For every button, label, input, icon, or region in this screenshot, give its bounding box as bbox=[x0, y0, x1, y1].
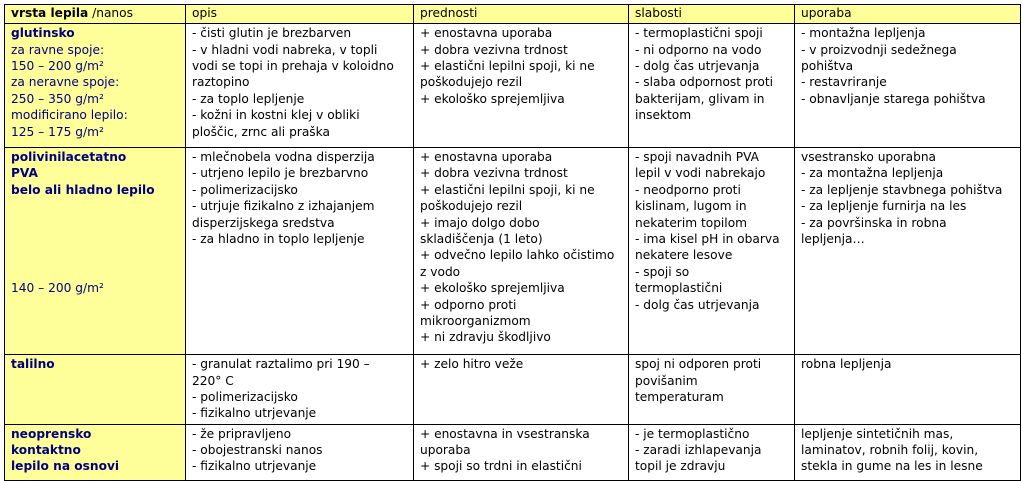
advantage-line: + odvečno lepilo lahko očistimo bbox=[420, 248, 615, 263]
usage-line: stekla in gume na les in lesne bbox=[801, 459, 983, 474]
description-cell bbox=[186, 24, 414, 148]
advantage-line: z vodo bbox=[420, 264, 461, 279]
description-line: - obojestranski nanos bbox=[192, 443, 323, 458]
disadvantage-line: lepil v vodi nabrekajo bbox=[635, 166, 766, 181]
type-name: kontaktno bbox=[11, 443, 81, 458]
type-name: belo ali hladno lepilo bbox=[11, 182, 155, 197]
adhesive-comparison-table bbox=[4, 4, 1021, 481]
type-name: polivinilacetatno bbox=[11, 149, 127, 164]
description-line: - polimerizacijsko bbox=[192, 182, 298, 197]
advantage-line: + spoji so trdni in elastični bbox=[420, 459, 582, 474]
type-cell-pva bbox=[5, 147, 186, 354]
type-name: lepilo na osnovi bbox=[11, 459, 120, 474]
description-line: - fizikalno utrjevanje bbox=[192, 459, 317, 474]
description-line: - kožni in kostni klej v obliki bbox=[192, 108, 360, 123]
header-adhesive-type bbox=[5, 5, 186, 24]
table-row-neoprensko bbox=[5, 424, 1021, 480]
disadvantage-line: - spoji navadnih PVA bbox=[635, 149, 760, 164]
disadvantage-line: termoplastični bbox=[635, 281, 723, 296]
advantage-line: + enostavna in vsestranska bbox=[420, 426, 590, 441]
description-line: 220° C bbox=[192, 373, 234, 388]
usage-cell bbox=[795, 355, 1021, 424]
disadvantage-line: kislinam, lugom in bbox=[635, 199, 747, 214]
advantage-line: + elastični lepilni spoji, ki ne bbox=[420, 58, 595, 73]
advantages-cell bbox=[414, 355, 629, 424]
disadvantage-line: nekatere lesove bbox=[635, 248, 733, 263]
usage-line: - v proizvodnji sedežnega bbox=[801, 42, 957, 57]
type-detail: 250 – 350 g/m² bbox=[11, 91, 104, 106]
header-description: opis bbox=[186, 5, 414, 24]
usage-line: - restavriranje bbox=[801, 75, 887, 90]
disadvantages-cell bbox=[629, 24, 795, 148]
disadvantage-line: - spoji so bbox=[635, 264, 690, 279]
type-amount: 140 – 200 g/m² bbox=[11, 281, 104, 296]
advantage-line: uporaba bbox=[420, 443, 471, 458]
table-row-talilno bbox=[5, 355, 1021, 424]
disadvantage-line: nekaterim topilom bbox=[635, 215, 748, 230]
usage-line: lepljenje sintetičnih mas, bbox=[801, 426, 954, 441]
usage-line: - za montažna lepljenja bbox=[801, 166, 944, 181]
type-cell-neoprensko bbox=[5, 424, 186, 480]
advantage-line: poškodujejo rezil bbox=[420, 199, 523, 214]
advantage-line: + elastični lepilni spoji, ki ne bbox=[420, 182, 595, 197]
usage-line: - obnavljanje starega pohištva bbox=[801, 91, 986, 106]
advantage-line: poškodujejo rezil bbox=[420, 75, 523, 90]
advantages-cell bbox=[414, 424, 629, 480]
table-header-row bbox=[5, 5, 1021, 24]
advantage-line: + dobra vezivna trdnost bbox=[420, 166, 568, 181]
advantage-line: + ekološko sprejemljiva bbox=[420, 281, 565, 296]
type-cell-glutinsko bbox=[5, 24, 186, 148]
disadvantage-line: - ima kisel pH in obarva bbox=[635, 231, 780, 246]
description-line: - za hladno in toplo lepljenje bbox=[192, 231, 365, 246]
header-disadvantages: slabosti bbox=[629, 5, 795, 24]
disadvantage-line: topil je zdravju bbox=[635, 459, 726, 474]
description-cell bbox=[186, 147, 414, 354]
advantage-line: + odporno proti bbox=[420, 297, 517, 312]
usage-line: vsestransko uporabna bbox=[801, 149, 937, 164]
description-line: - čisti glutin je brezbarven bbox=[192, 26, 352, 41]
disadvantage-line: temperaturam bbox=[635, 389, 724, 404]
advantage-line: + dobra vezivna trdnost bbox=[420, 42, 568, 57]
header-adhesive-type-bold: vrsta lepila bbox=[11, 6, 89, 20]
description-line: - polimerizacijsko bbox=[192, 389, 298, 404]
type-detail: za neravne spoje: bbox=[11, 75, 120, 90]
type-detail: za ravne spoje: bbox=[11, 42, 105, 57]
description-line: ploščic, zrnc ali praška bbox=[192, 124, 330, 139]
description-line: - granulat raztalimo pri 190 – bbox=[192, 357, 370, 372]
disadvantage-line: bakterijam, glivam in bbox=[635, 91, 765, 106]
description-cell bbox=[186, 355, 414, 424]
advantage-line: + ni zdravju škodljivo bbox=[420, 330, 551, 345]
disadvantage-line: - neodporno proti bbox=[635, 182, 741, 197]
advantage-line: + ekološko sprejemljiva bbox=[420, 91, 565, 106]
table-row-pva bbox=[5, 147, 1021, 354]
usage-line: laminatov, robnih folij, kovin, bbox=[801, 443, 979, 458]
description-line: - že pripravljeno bbox=[192, 426, 292, 441]
disadvantage-line: - zaradi izhlapevanja bbox=[635, 443, 762, 458]
description-line: disperzijskega sredstva bbox=[192, 215, 335, 230]
description-cell bbox=[186, 424, 414, 480]
advantage-line: skladiščenja (1 leto) bbox=[420, 231, 543, 246]
type-name: talilno bbox=[11, 357, 55, 372]
usage-line: pohištva bbox=[801, 58, 854, 73]
description-line: - mlečnobela vodna disperzija bbox=[192, 149, 375, 164]
type-detail: 125 – 175 g/m² bbox=[11, 124, 104, 139]
type-name: glutinsko bbox=[11, 26, 75, 41]
advantage-line: + zelo hitro veže bbox=[420, 357, 524, 372]
disadvantage-line: - slaba odpornost proti bbox=[635, 75, 774, 90]
header-usage: uporaba bbox=[795, 5, 1021, 24]
description-line: vodi se topi in prehaja v koloidno bbox=[192, 58, 394, 73]
header-adhesive-type-rest: /nanos bbox=[88, 6, 133, 20]
disadvantage-line: - termoplastični spoji bbox=[635, 26, 763, 41]
type-name: PVA bbox=[11, 166, 38, 181]
disadvantage-line: - je termoplastično bbox=[635, 426, 750, 441]
disadvantage-line: - dolg čas utrjevanja bbox=[635, 58, 760, 73]
advantage-line: + enostavna uporaba bbox=[420, 149, 553, 164]
description-line: raztopino bbox=[192, 75, 250, 90]
description-line: - utrjeno lepilo je brezbarvno bbox=[192, 166, 369, 181]
disadvantage-line: insektom bbox=[635, 108, 692, 123]
usage-cell bbox=[795, 24, 1021, 148]
advantage-line: + imajo dolgo dobo bbox=[420, 215, 540, 230]
table-row-glutinsko bbox=[5, 24, 1021, 148]
description-line: - fizikalno utrjevanje bbox=[192, 406, 317, 421]
usage-line: robna lepljenja bbox=[801, 357, 892, 372]
advantages-cell bbox=[414, 24, 629, 148]
advantages-cell bbox=[414, 147, 629, 354]
description-line: - utrjuje fizikalno z izhajanjem bbox=[192, 199, 375, 214]
type-detail: 150 – 200 g/m² bbox=[11, 58, 104, 73]
usage-line: lepljenja… bbox=[801, 231, 865, 246]
usage-line: - za površinska in robna bbox=[801, 215, 947, 230]
usage-line: - za lepljenje stavbnega pohištva bbox=[801, 182, 1003, 197]
type-name: neoprensko bbox=[11, 426, 92, 441]
usage-line: - montažna lepljenja bbox=[801, 26, 926, 41]
spacer bbox=[11, 198, 179, 280]
description-line: - v hladni vodi nabreka, v topli bbox=[192, 42, 378, 57]
disadvantage-line: povišanim bbox=[635, 373, 698, 388]
usage-cell bbox=[795, 424, 1021, 480]
description-line: - za toplo lepljenje bbox=[192, 91, 305, 106]
disadvantages-cell bbox=[629, 147, 795, 354]
usage-line: - za lepljenje furnirja na les bbox=[801, 199, 967, 214]
disadvantage-line: spoj ni odporen proti bbox=[635, 357, 762, 372]
advantage-line: mikroorganizmom bbox=[420, 313, 531, 328]
disadvantage-line: - ni odporno na vodo bbox=[635, 42, 762, 57]
disadvantages-cell bbox=[629, 424, 795, 480]
type-detail: modificirano lepilo: bbox=[11, 108, 128, 123]
advantage-line: + enostavna uporaba bbox=[420, 26, 553, 41]
header-advantages: prednosti bbox=[414, 5, 629, 24]
disadvantage-line: - dolg čas utrjevanja bbox=[635, 297, 760, 312]
disadvantages-cell bbox=[629, 355, 795, 424]
type-cell-talilno bbox=[5, 355, 186, 424]
usage-cell bbox=[795, 147, 1021, 354]
